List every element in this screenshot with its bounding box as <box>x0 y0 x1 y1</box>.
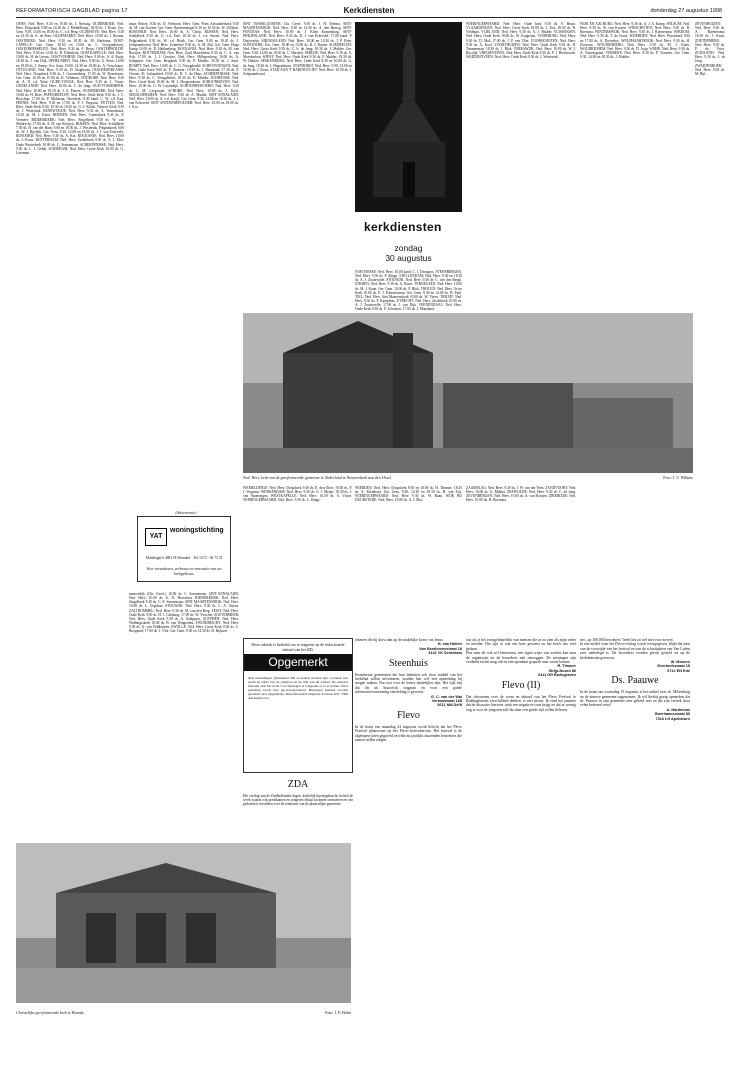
letter-title-flevo-ii: Flevo (II) <box>501 679 541 691</box>
services-column-3: SINT JANSKLOOSTER: Chr. Geref. 9.30 ds. J. H. Velema. SINT-MAARTENSDIJK: Ned. Herv. 9.30 en 14.30 ds. A. den Hartog. SINT-PANCRAS: Ned. Herv. 10.00 ds. J. Klein Kranenburg. SINT-PHILIPSLAND: Ned. Herv. 9.30 ds. D. J. van Eckeveld; 17.00 kand. P. Duijvestijn. SIRJANSLAND: Ned. Herv. 10.00 en 14.30 ds. J. P. Boer. SLEEUWIJK: Ger. Gem. 10.00 en 15.00 ds. B. J. Bruins. SLIEDRECHT: Ned. Herv. Grote Kerk 9.30 ds. C. S. de Jong; 18.30 ds. J. Mulder. Ger. Gem. 9.30, 14.00 en 18.30 ds. C. Harinck. SMILDE: Ned. Herv. 9.30 ds. A. Moerkerken. SOEST: Ned. Herv. Oude Kerk 9.30 ds. F. Mulder; 18.30 ds. W. Dekker. SPAKENBURG: Ned. Herv. Oude Kerk 8.30 en 10.00 ds. G. de Jong; 18.30 ds. J. Hagendoorn. STAPHORST: Ned. Herv. 9.00, 14.00 en 18.30 ds. J. Kruis. STAD AAN 'T HARINGVLIET: Ned. Herv. 10.00 ds. J. Schipaanboord. <box>243 22 352 76</box>
yat-logo: YAT <box>145 528 167 546</box>
services-column-2: maar. Rehob. 9.30 ds. D. Verboom. Herv. Gem. Prins Alexanderkerk 9.30 ds. M. van Kooten. Ger. Gem. Boezemsingel 9.30 en 16.30 ds. W. Silfhout. RIJSOORD: Ned. Herv. 10.00 ds. A. Christ. RIJSSEN: Ned. Herv. Schildkerk 9.30 ds. G. v.d. End; 18.30 ds. J. v.d. Streek. Ned. Herv. Pelgrimkerk 9.30 ds. W. v.d. Brink. Ger. Gem. 9.00 en 18.45 ds. J. Schipaanboord. Ned. Herv. Zonnehof 9.30 ds. A. M. Bijl. Ger. Gem. Hoge Kamp 10.00 ds. D. Hakkenberg. ROCKANJE: Ned. Herv. 9.30 ds. M. van Rooijen. ROTTERDAM: Ned. Herv. Zuid Maasbloem 9.30 ds. C. A. van Ark; 17.00 ds. J. J. Gerritse. Ned. Herv. Hillegersberg 10.00 ds. A. Schippers. Ger. Gem. Bergkerk 9.30 ds. P. Mulder; 16.30 ds. J. Smit. RUMPT: Ned. Herv. 10.00 ds. C. G. Vreugdenhil. SCHEVENINGEN: Ned. Herv. Oude Kerk 9.00 ds. P. Vermeer; 10.30 ds. J. Maasland; 17.30 ds. F. Oosten. Pr. Julianakerk 10.00 ds. D. C. de Heus. SCHERPENISSE: Ned. Herv. 9.30 ds. C. Vreugdenhil; 18.30 ds. E. Mulder. SCHIEDAM: Ned. Herv. Grote Kerk 10.00 ds. M. J. Hoogendoorn. SCHOONHOVEN: Ned. Herv. 10.00 ds. G. W. Luyendijk. SCHOONREWOERD: Ned. Herv. 9.30 ds. L. M. Leegwater. SCHORE: Ned. Herv. 10.00 ds. J. Kool. SEBALDEBUREN: Ned. Herv. 9.30 ds. A. Mudde. SINT-ANNALAND: Ned. Herv. 10.00 ds. A. v.d. Knijff. Ger. Gem. 9.30, 14.00 en 18.30 ds. J. J. van Eckeveld. SINT-ANTHONIEPOLDER: Ned. Herv. 10.00 en 18.00 ds. J. Kot. <box>129 22 239 110</box>
church-silhouette-icon <box>355 22 462 212</box>
service-date: zondag 30 augustus <box>385 243 432 263</box>
letter-title-ds-paauwe: Ds. Paauwe <box>611 675 659 687</box>
paper-name: REFORMATORISCH DAGBLAD pagina 17 <box>16 8 128 14</box>
issue-date: donderdag 27 augustus 1998 <box>650 8 722 14</box>
masthead <box>16 6 722 18</box>
church-photo <box>243 313 693 473</box>
letter-signature: H. van Holten <box>437 642 462 647</box>
opgemerkt-intro: Deze rubriek is bedoeld om te reageren op de redactionele inhoud van het RD. <box>251 642 345 652</box>
letter-title-steenhuis: Steenhuis <box>389 657 428 669</box>
services-column-6: ZEVENHUIZEN: Ned. Herv. 9.30 ds. A. Riemersma; 18.30 ds. J. Kruis. ZOETERMEER: Ned. Herv. 9.30 ds. P. de Vries. ZUIDLAND: Ned. Herv. 9.30 ds. J. de Jong. ZWARTEBROEK: Ned. Herv. 9.30 ds. M. Bijl. <box>695 22 725 76</box>
section-title: Kerkdiensten <box>343 6 395 15</box>
zda-photo-image <box>16 843 351 1003</box>
zda-heading: ZDA <box>287 779 309 790</box>
kerkdiensten-header-photo <box>355 22 462 212</box>
services-column-2b: menwedijk (Chr. Geref.) 10.00 ds. C. Sonnemans. SINT-ANNALAND: Ned. Herv. 10.00 ds. A. N. Hoornstra. RIDDERKERK: Ned. Herv. Singelkerk 9.30 ds. C. A. Sonnemans. SINT MAARTENSDIJK: Ned. Herv. 10.00 ds. L. Vogelaar. STOLWIJK: Ned. Herv. 9.30 ds. C. A. Ottens. ZALTBOMMEL: Ned. Herv. 9.30 ds. M. van den Berg. ZEIST: Ned. Herv. Oude Kerk 9.30 ds. H. J. Catsburg; 17.00 ds. W. Visscher. ZOETERMEER: Ned. Herv. Oude Kerk 9.30 ds. A. Schippers. ZUTPHEN: Ned. Herv. Walburgiskerk 10.00 ds. B. van Wingerden. ZWIJNDRECHT: Ned. Herv. 9.30 ds. G. van Veldhuizen. ZWOLLE: Ned. Herv. Grote Kerk 9.30 ds. C. Boogaard; 17.00 ds. J. Vlot. Ger. Gem. 9.30 en 14.30 ds. H. Rijksen. <box>129 592 239 634</box>
services-column-4: WIERINGERWAARD: Ned. Herv. Oude kerk 9.30 ds. F. Bruin. VLAARDINGEN: Ned. Herv. Grote Kerk 10.00 ds. J. Kot; 18.30 ds. H. Veldman. VLIELAND: Ned. Herv. 9.30 ds. A. J. Mudde. VLISSINGEN: Ned. Herv. Oude Kerk 10.00 ds. W. Koppejan. VOORBURG: Ned. Herv. 9.30 ds. D. Mol; 17.00 ds. J. P. van Vliet. VOORSCHOTEN: Ned. Herv. 9.30 ds. A. Kool. VOORTHUIZEN: Ned. Herv. Oude Kerk 9.30 ds. H. Timmerman; 18.30 ds. J. Blok. VREESWIJK: Ned. Herv. 10.00 ds. W. J. Rijsdijk. VRIEZENVEEN: Ned. Herv. Oude Kerk 9.30 ds. P. J. Biesbrouck. WADDINXVEEN: Ned. Herv. Oude Kerk 9.30 ds. J. Westerink. <box>466 22 576 60</box>
services-column-1: OENE: Ned. Herv. 9.30 en 19.00 ds. J. Niesing. OLDEBROEK: Ned. Herv. Dorpskerk 9.00 en 14.30 ds. J. Middelkoop; 18.30 ds. J. Kruis. Ger. Gem. 9.30, 14.00 en 18.00 ds. C. v.d. Berg. OLDEHOVE: Ned. Herv. 9.30 en 14.30 ds. A. de Boer. OLDEMARKT: Ned. Herv. 10.00 ds. J. Bosma. OOSTBURG: Ned. Herv. 9.30 en 18.30 ds. M. Harkema. OOST-CAPELLE: Ger. Gem. 10.00 en 15.00 ds. L. Vroegindeweij. OOSTERHESSELEN: Ned. Herv. 9.30 ds. F. Bruin. OOSTERWOLDE: Ned. Herv. 9.30 en 14.30 ds. R. Kleinhout. OOSTKAPELLE: Ned. Herv. 10.00 ds. H. de Leeuw. OOSTVOORNE: Ned. Herv. 9.30 ds. A. A. Ruijs; 18.30 ds. J. van Dijk. OPHEUSDEN: Ned. Herv. 9.00 ds. G. Roos; 14.00 en 18.00 ds. J. Sneep. Ger. Gem. 10.00, 14.30 en 18.00 ds. A. Verschuure. OTTOLAND: Ned. Herv. 9.30 ds. D. Slagboom. OUD-BEIJERLAND: Ned. Herv. Dorpskerk 9.30 ds. J. Groenenberg; 17.00 ds. W. Rozeboom. Ger. Gem. 10.00 en 15.00 ds. K. Veldman. OUDDORP: Ned. Herv. 9.30 ds. A. N. v.d. Waal. OUDE-TONGE: Ned. Herv. 9.30 ds. J. Visser. OUDELANDE: Ned. Herv. 10.00 ds. C. de Jong. OUD-VOSSEMEER: Ned. Herv. 10.00 en 18.30 ds. J. A. Pieters. OUWERKERK: Ned. Herv. 10.00 ds. H. Boer. PAPENDRECHT: Ned. Herv. Oude Kerk 9.30 ds. J. C. Bisschop; 17.00 ds. P. Molenaar. Noorderk. 9.30 kand. C. W. v.d. Kaa. PERNIS: Ned. Herv. 9.30 en 17.00 ds. P. J. Vergunst. PUTTEN: Ned. Herv. Oude Kerk 8.30, 10.30 en 18.45 ds. G. J. Kloek. Nieuwe Kerk 9.30 ds. J. Westerink. RENSWOUDE: Ned. Herv. 9.30 ds. A. Vastenhoud; 14.30 ds. M. J. Kater. RHENEN: Ned. Herv. Cunerakerk 9.45 ds. P. Vermeer. RIDDERKERK: Ned. Herv. Singelkerk 9.30 ds. W. van Sliedrecht; 17.00 ds. A. H. van Rooijen. RIJSSEN: Ned. Herv. Schildkerk 7.30 ds. H. van der Ham; 9.00 en 18.30 ds. J. Westerink. Pelgrimkerk 9.00 ds. W. J. Rijsdijk. Ger. Gem. 9.30, 14.00 en 18.30 ds. J. J. van Eckeveld. RIJSOORD: Ned. Herv. 9.30 ds. A. Kot. ROCKANJE: Ned. Herv. 10.00 ds. J. Kruis. ROTTERDAM: Ned. Herv. Zuiderkerk 9.30 ds. A. J. Mos; Oude Westerkerk 10.00 ds. C. Sonnemans. SCHERPENISSE: Ned. Herv. 9.30 ds. L. J. Geluk. SCHIEDAM: Ned. Herv. Grote Kerk 10.00 ds. G. Leseman. <box>16 22 124 155</box>
letter-column-2: ons als je het evangeliepredikt van mensen die ze zo zien als mijn vader en moeder. Die zijn er ook een keer geweest en het heeft ons veel gedaan. Hoe men dit ook wil benoemen, een eigen wijze van werken kan men de organisatie en de bezoekers niet ontzeggen. De meningen zijn verdeeld en dat mag ook in een openbaar gesprek naar voren komen. R. Timmer Strijp-Noord 86 2411 GR Bodegraven Flevo (II) Dat christenen over de vorm en inhoud van het Flevo Festival te Biddinghuizen verschillend denken, is niet nieuw. Ik vind het jammer dat de discussie hierover vaak een negatieve toon krijgt en dat er weinig oog is voor de jongeren zelf die daar een goede tijd willen beleven. <box>466 638 576 712</box>
letter-column-3: het ,,op 100.000 bezoekers'' heeft het zo wel niet voor zoveel. In een artikel waar het Flevo-verslag wordt weergegeven, blijkt dat men van de voorzijde van het festival en van de schoolplaten van Van Loden zeer onderlegd is. De bezoekers worden gerust gesteld en op de kerkdiensten gewezen. W. Mooren Everbeekstraat 15 6712 EN Ede Ds. Paauwe In de krant van woensdag 19 augustus is het artikel over ds. Miltenburg en de nieuwe gemeente opgenomen. Ik wil hierbij graag opmerken dat ds. Paauwe in zijn gemeente zeer geliefd was en dat zijn vertrek door velen betreurd werd. A. Hardeman Boerhaavestraat 80 7316 LH Apeldoorn <box>580 638 690 721</box>
opgemerkt-text: Alle inzendingen (maximaal 300 woorden) moeten zijn voorzien van naam en adres van de schrijver en de titel van dit artikel. De redactie behoudt zich het recht voor bijdragen te weigeren of in te korten. Over plaatsing wordt niet gecorrespondeerd. Bijdragen kunnen worden gestuurd naar Opgemerkt, Reformatorisch Dagblad, Postbus 670, 7300 AR Apeldoorn. <box>248 676 348 701</box>
zda-photo-caption: Christelijke gereformeerde kerk te Haarde. Foto: J. P. Holm <box>16 1010 351 1015</box>
ad-label: (Advertentie) <box>146 510 226 515</box>
letter-signature: R. Timmer <box>557 664 576 669</box>
ad-address: Moddergat 6 4881 JE Klundert · Tel. 0172 - 56 73 33 <box>145 556 223 560</box>
services-column-5b: ZAAMSLAG: Ned. Herv. 9.30 ds. J. W. van der Veen. ZANDVOORT: Ned. Herv. 10.00 ds. G. Mulder. ZEEWOLDE: Ned. Herv. 9.30 ds. C. de Jong. ZEVENBERGEN: Ned. Herv. 10.00 ds. A. van Rooijen. ZIERIKZEE: Ned. Herv. 10.00 ds. H. Boersma. <box>466 486 576 503</box>
church-photo-image <box>243 313 693 473</box>
services-column-5: WIJK EN AALBURG: Ned. Herv. 9.30 ds. A. J. A. Kamp. WILSUM: Ned. Herv. 9.30 ds. R. van Kooten. WINSCHOTEN: Ned. Herv. 9.30 ds. B. Boersma. WINTERSWIJK: Ned. Herv. 9.30 ds. J. Riemersma. WIRDUM: Ned. Herv. 9.30 ds. T. de Groot. WOERDEN: Ned. Herv. Petruskerk 9.00 en 17.00 ds. A. Doornbos. WOLPHAARTSDIJK: Ned. Herv. 9.30 ds. H. Zweistra. WOUDENBERG: Ned. Herv. 9.30 ds. M. J. Kater. WOUDRICHEM: Ned. Herv. 9.30 ds. D. Juijn. WIJHE: Ned. Herv. 9.30 ds. A. Noordegraaf. YERSEKE: Ned. Herv. 9.30 ds. P. Vermeer. Ger. Gem. 9.30, 14.00 en 18.30 ds. J. Mulder. <box>580 22 690 60</box>
letter-title-flevo: Flevo <box>397 709 420 721</box>
church-photo-caption: Ned. Herv. kerk van de gereformeerde gemeente te Nederland te Nieuwerkerk aan den IJssel. Foto: J. V. Wilkins <box>243 475 693 480</box>
zda-photo-credit: Foto: J. P. Holm <box>325 1010 351 1015</box>
letter-column-1: tekenen die bij dorst dan op de zaakelijke koers van Jezus. H. van Holten Van Beethovenstraat 18 3122 VK Schiedam Steenhuis Prominente gemeenten die hun lidmaten ook door middel van het kerkblad willen informeren, zouden hier wel een opmerking bij mogen maken. Dat zou voor de lezers duidelijker zijn. Het lijkt mij dat dit uit historisch oogpunt en voor een goede informatievoorziening van belang is geweest. G. C. van der Wal Vertowstraat 168 2611 NM Delft Flevo In de krant van maandag 24 augustus wordt bericht dat het Flevo Festival plaatsvond op het Flevo-festivalterrein. Het festival is de afgelopen jaren gegroeid en trekt nu jaarlijks duizenden bezoekers die samen willen zingen. <box>355 638 462 743</box>
zda-church-photo <box>16 843 351 1003</box>
services-column-3c: WEMELDINGE: Ned. Herv. Dorpskerk 9.30 ds. E. den Otter; 18.30 ds. P. J. Vergunst. WERKENDAM: Ned. Herv. 9.30 ds. G. J. Meijer; 18.30 ds. J. van Amerongen. WESTKAPELLE: Ned. Herv. 10.00 ds. A. Visser. WIERINGERWAARD: Ned. Herv. 9.30 ds. L. Slings. <box>243 486 352 503</box>
photo-credit: Foto: J. V. Wilkins <box>663 475 693 480</box>
zda-text: Het verslag van de Zuidhollandse dagen, kerkelijk bijeengebracht, betreft de week waarin ook predikanten en jongeren elkaar kwamen ontmoeten en van gedachten wisselden over de toekomst van de plaatselijke gemeente. <box>243 794 353 807</box>
ad-slogan: Voor nieuwbouw, verbouw en renovatie van uw kerkgebouw. <box>146 566 222 576</box>
letter-signature: W. Mooren <box>670 660 690 665</box>
ad-company-name: woningstichting <box>170 527 224 534</box>
services-column-3b: STAVENISSE: Ned. Herv. 10.00 kand. C. J. Droogers. STEENBERGEN: Ned. Herv. 9.30 ds. P. Slings. STELLENDAM: Ned. Herv. 9.30 en 18.30 ds. A. J. Zoutewelle. STOLWIJK: Ned. Herv. 9.30 ds. C. van den Bergh. STRIJEN: Ned. Herv. 9.30 ds. G. Roest. TERNEUZEN: Ned. Herv. 10.00 ds. M. J. Kater. Ger. Gem. 10.00 ds. P. Blok. THOLEN: Ned. Herv. Grote Kerk 10.00 ds. E. J. Kloosterman. Ger. Gem. 9.30 en 14.00 ds. H. Paul. TIEL: Ned. Herv. Sint Maartenskerk 10.00 ds. W. Visser. TRICHT: Ned. Herv. 9.30 ds. P. Kamphuis. UTRECHT: Ned. Herv. Jacobikerk 10.00 ds. A. J. Zoutewelle; 17.00 ds. J. van Dijk. VEENENDAAL: Ned. Herv. Oude Kerk 9.30 ds. F. Schouten; 17.00 ds. J. Maasland. <box>355 270 462 312</box>
opgemerkt-title: Opgemerkt <box>244 654 352 671</box>
services-column-4b: WIERDEN: Ned. Herv. Dorpskerk 8.30 en 10.00 ds. H. Timmer; 18.45 ds. A. Kleinhout. Ger. Gem. 9.30, 14.30 en 18.30 ds. H. van Eijs. WIERINGERWAARD: Ned. Herv. 9.30 ds. W. Baan. WIJK BIJ DUURSTEDE: Ned. Herv. 10.00 ds. A. J. Mos. <box>355 486 462 503</box>
kerkdiensten-title: kerkdiensten <box>364 220 442 234</box>
